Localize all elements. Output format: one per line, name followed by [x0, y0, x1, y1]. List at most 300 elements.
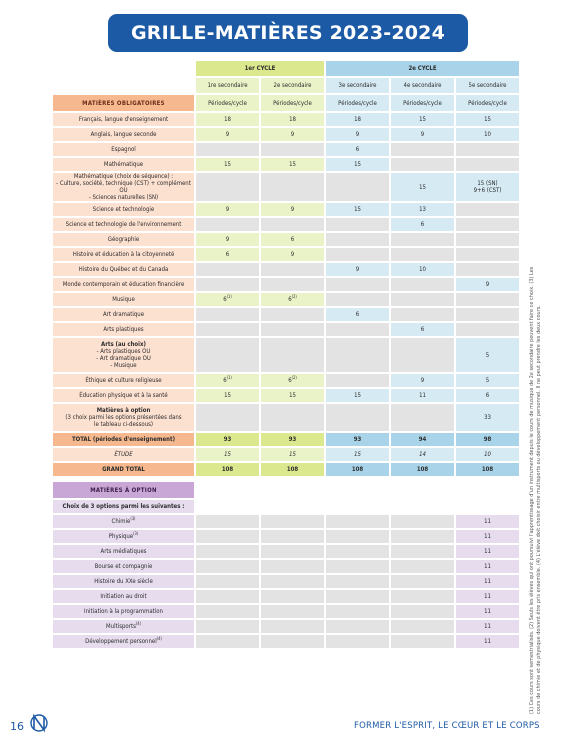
- period-cell: [261, 404, 324, 431]
- subject-detail: - Sciences naturelles (SN): [88, 194, 159, 201]
- period-cell: [196, 605, 259, 618]
- period-cell: [196, 323, 259, 336]
- period-value: 9: [225, 131, 230, 138]
- subject-detail: (3 choix parmi les options présentées dans: [65, 414, 182, 421]
- secondaire-row: [53, 78, 576, 93]
- period-cell: [456, 323, 519, 336]
- period-value: 18: [289, 116, 296, 123]
- period-cell: [261, 113, 324, 126]
- options-header-row: [53, 482, 576, 498]
- page-number: 16: [10, 720, 24, 733]
- period-value: 13: [419, 206, 426, 213]
- period-cell: [391, 293, 454, 306]
- grand_total-label: GRAND TOTAL: [53, 463, 194, 476]
- subject-name: Éducation physique et à la santé: [79, 392, 168, 399]
- option-period-value: 11: [456, 590, 519, 603]
- option-name: Initiation à la programmation: [84, 608, 163, 615]
- blank-cell: [326, 482, 389, 498]
- grand_total-value: 108: [391, 463, 454, 476]
- period-cell: [326, 113, 389, 126]
- subject-name: Arts (au choix): [101, 341, 146, 348]
- period-cell: [391, 590, 454, 603]
- period-value: 6: [225, 251, 230, 258]
- period-cell: [456, 113, 519, 126]
- footnotes-vertical: [529, 262, 547, 714]
- period-cell: [196, 293, 259, 306]
- blank-cell: [53, 78, 194, 93]
- period-cell: [261, 278, 324, 291]
- option-name: Bourse et compagnie: [94, 563, 153, 570]
- period-cell: [196, 545, 259, 558]
- period-cell: [391, 173, 454, 201]
- page-title: GRILLE-MATIÈRES 2023-2024: [130, 22, 446, 44]
- option-name: Chimie: [111, 518, 131, 525]
- period-cell: [326, 620, 389, 633]
- period-value: 9: [290, 251, 295, 258]
- period-cell: [326, 560, 389, 573]
- total-value: 93: [261, 433, 324, 446]
- period-cell: [196, 113, 259, 126]
- blank-cell: [391, 482, 454, 498]
- subject-name: Art dramatique: [102, 311, 145, 318]
- subject-row: [53, 173, 576, 201]
- period-cell: [261, 635, 324, 648]
- period-value: 9: [420, 131, 425, 138]
- period-cell: [261, 263, 324, 276]
- page-title-banner: [108, 14, 468, 52]
- period-cell: [261, 128, 324, 141]
- subject-row: [53, 338, 576, 372]
- period-cell: [326, 545, 389, 558]
- subject-label: [53, 233, 194, 246]
- period-cell: [391, 545, 454, 558]
- subject-name: Monde contemporain et éducation financière: [62, 281, 185, 288]
- subject-label: [53, 128, 194, 141]
- option-row: [53, 605, 576, 618]
- period-cell: [326, 278, 389, 291]
- period-cell: [326, 158, 389, 171]
- secondaire-header: 5e secondaire: [456, 78, 519, 93]
- period-cell: [196, 218, 259, 231]
- period-value: 33: [484, 414, 491, 421]
- option-label: [53, 605, 194, 618]
- period-cell: [326, 218, 389, 231]
- period-cell: [196, 560, 259, 573]
- option-period-value: 11: [456, 620, 519, 633]
- period-value: 15: [354, 392, 361, 399]
- total-value: 98: [456, 433, 519, 446]
- period-cell: [261, 605, 324, 618]
- footnote-ref: (4): [135, 621, 141, 626]
- subject-row: [53, 293, 576, 306]
- period-cell: [456, 263, 519, 276]
- total-value: 93: [326, 433, 389, 446]
- matieres-obligatoires-header: MATIÈRES OBLIGATOIRES: [53, 95, 194, 111]
- period-cell: [196, 635, 259, 648]
- periodes-cycle-header: Périodes/cycle: [326, 95, 389, 111]
- subject-row: [53, 308, 576, 321]
- period-cell: [391, 143, 454, 156]
- period-value: 15: [289, 392, 296, 399]
- period-cell: [261, 233, 324, 246]
- period-cell: [261, 203, 324, 216]
- etude-label: ÉTUDE: [53, 448, 194, 461]
- period-cell: [196, 308, 259, 321]
- option-label: [53, 530, 194, 543]
- period-cell: [326, 308, 389, 321]
- option-row: [53, 530, 576, 543]
- period-cell: [391, 374, 454, 387]
- cycle2-label: 2e CYCLE: [408, 65, 437, 72]
- period-value: 9: [225, 236, 230, 243]
- period-value: 15: [419, 183, 426, 191]
- period-cell: [456, 203, 519, 216]
- period-cell: [391, 515, 454, 528]
- blank-cell: [53, 61, 194, 76]
- option-row: [53, 635, 576, 648]
- period-cell: [456, 143, 519, 156]
- period-cell: [326, 530, 389, 543]
- period-value: 9: [420, 377, 425, 384]
- period-value: 6: [485, 392, 490, 399]
- option-row: [53, 575, 576, 588]
- period-cell: [196, 590, 259, 603]
- grand_total-row: [53, 463, 576, 476]
- option-label: [53, 560, 194, 573]
- cycle1-label: 1er CYCLE: [244, 65, 276, 72]
- period-cell: [326, 248, 389, 261]
- subject-detail: - Art dramatique OU: [96, 355, 151, 362]
- period-value: 6: [223, 377, 227, 384]
- period-value: 6: [355, 146, 360, 153]
- subject-name: Science et technologie de l'environnement: [65, 221, 182, 228]
- period-cell: [326, 515, 389, 528]
- period-cell: [326, 605, 389, 618]
- option-name: Multisports: [106, 623, 136, 630]
- subject-label: [53, 293, 194, 306]
- footnote-ref: (1): [226, 294, 232, 299]
- footnote-ref: (3): [130, 516, 136, 521]
- subject-name: Musique: [112, 296, 135, 303]
- footnote-ref: (2): [291, 294, 297, 299]
- period-cell: [456, 158, 519, 171]
- footer-motto: FORMER L'ESPRIT, LE CŒUR ET LE CORPS: [354, 721, 540, 731]
- subject-label: [53, 113, 194, 126]
- subject-label: [53, 218, 194, 231]
- period-cell: [196, 248, 259, 261]
- period-value: 6: [288, 377, 292, 384]
- period-value: 15: [354, 161, 361, 168]
- period-cell: [391, 530, 454, 543]
- footnote-ref: (3): [133, 531, 139, 536]
- secondaire-header: 2e secondaire: [261, 78, 324, 93]
- total-label: TOTAL (périodes d'enseignement): [53, 433, 194, 446]
- subject-name: Histoire du Québec et du Canada: [78, 266, 169, 273]
- period-cell: [391, 233, 454, 246]
- option-row: [53, 545, 576, 558]
- period-cell: [261, 374, 324, 387]
- subject-label: [53, 263, 194, 276]
- subjects-grid: [51, 59, 576, 650]
- period-cell: [261, 338, 324, 372]
- subject-row: [53, 143, 576, 156]
- grand_total-value: 108: [196, 463, 259, 476]
- subject-name: Espagnol: [111, 146, 136, 153]
- option-period-value: 11: [456, 530, 519, 543]
- period-cell: [391, 389, 454, 402]
- period-cell: [326, 389, 389, 402]
- subject-detail: - Musique: [110, 362, 137, 369]
- matieres-option-header: MATIÈRES À OPTION: [53, 482, 194, 498]
- period-cell: [391, 404, 454, 431]
- subject-row: [53, 263, 576, 276]
- footnote-ref: (2): [291, 375, 297, 380]
- period-value: 5: [485, 377, 490, 384]
- period-cell: [456, 173, 519, 201]
- period-cell: [391, 203, 454, 216]
- subject-row: [53, 128, 576, 141]
- subject-row: [53, 404, 576, 431]
- period-cell: [326, 143, 389, 156]
- period-cell: [456, 278, 519, 291]
- subject-name: Arts plastiques: [103, 326, 144, 333]
- period-cell: [261, 173, 324, 201]
- etude-value: 15: [261, 448, 324, 461]
- period-value: 15 (SN): [477, 180, 498, 187]
- period-cell: [196, 404, 259, 431]
- period-value: 6: [288, 296, 292, 303]
- period-cell: [196, 575, 259, 588]
- subject-row: [53, 233, 576, 246]
- period-cell: [261, 143, 324, 156]
- option-period-value: 11: [456, 575, 519, 588]
- period-cell: [391, 278, 454, 291]
- period-value: 6: [420, 221, 425, 228]
- option-period-value: 11: [456, 605, 519, 618]
- total-row: [53, 433, 576, 446]
- subject-label: [53, 158, 194, 171]
- period-value: 10: [484, 131, 491, 138]
- period-cell: [391, 113, 454, 126]
- period-cell: [261, 218, 324, 231]
- period-cell: [326, 575, 389, 588]
- blank-cell: [261, 482, 324, 498]
- period-cell: [391, 620, 454, 633]
- period-cell: [196, 374, 259, 387]
- option-label: [53, 635, 194, 648]
- period-cell: [326, 128, 389, 141]
- period-cell: [196, 203, 259, 216]
- total-value: 93: [196, 433, 259, 446]
- option-name: Physique: [108, 533, 134, 540]
- subject-label: [53, 278, 194, 291]
- period-cell: [196, 530, 259, 543]
- subject-label: [53, 323, 194, 336]
- period-value: 15: [224, 161, 231, 168]
- period-cell: [391, 308, 454, 321]
- cycle1-header: [196, 61, 324, 76]
- option-period-value: 11: [456, 635, 519, 648]
- period-cell: [196, 233, 259, 246]
- subject-row: [53, 113, 576, 126]
- period-cell: [456, 338, 519, 372]
- cycle-header-row: [53, 61, 576, 76]
- period-value: 9: [355, 131, 360, 138]
- periodes-cycle-header: Périodes/cycle: [391, 95, 454, 111]
- periodes-row: [53, 95, 576, 111]
- period-cell: [456, 308, 519, 321]
- option-label: [53, 545, 194, 558]
- option-period-value: 11: [456, 560, 519, 573]
- period-cell: [456, 128, 519, 141]
- etude-value: 14: [391, 448, 454, 461]
- option-name: Développement personnel: [85, 638, 157, 645]
- subject-label: [53, 338, 194, 372]
- period-cell: [196, 128, 259, 141]
- period-cell: [196, 620, 259, 633]
- period-cell: [196, 263, 259, 276]
- subject-name: Géographie: [107, 236, 140, 243]
- option-name: Histoire du XXe siècle: [94, 578, 153, 585]
- period-value: 15: [484, 116, 491, 123]
- period-cell: [391, 218, 454, 231]
- subject-name: Histoire et éducation à la citoyenneté: [72, 251, 175, 258]
- period-cell: [391, 248, 454, 261]
- subject-label: [53, 173, 194, 201]
- total-value: 94: [391, 433, 454, 446]
- subject-detail: le tableau ci-dessous): [93, 421, 154, 428]
- period-cell: [196, 338, 259, 372]
- option-label: [53, 515, 194, 528]
- subject-label: [53, 143, 194, 156]
- footnotes-text: (1) Ces cours sont semestrialisés. (2) Seuls les élèves qui ont poursuivi l'apprentissage d'un instrument depuis le cours de musique de 2e secondaire peuvent faire ce choix. (3) Les cours de chimie et de physique doivent être pris ensemble. (4) L'élève doit choisir entre multisports ou développement personnel. Il ne peut prendre les deux cours.: [529, 266, 542, 714]
- period-cell: [391, 323, 454, 336]
- option-label: [53, 620, 194, 633]
- period-cell: [456, 218, 519, 231]
- secondaire-header: 4e secondaire: [391, 78, 454, 93]
- etude-row: [53, 448, 576, 461]
- subject-detail: - Culture, société, technique (CST) + complément OU: [56, 180, 191, 194]
- subject-row: [53, 248, 576, 261]
- school-logo-icon: [28, 711, 50, 735]
- period-cell: [391, 263, 454, 276]
- blank-cell: [53, 478, 519, 480]
- period-cell: [391, 560, 454, 573]
- period-cell: [391, 605, 454, 618]
- subject-row: [53, 203, 576, 216]
- periodes-cycle-header: Périodes/cycle: [196, 95, 259, 111]
- period-value: 6: [355, 311, 360, 318]
- option-row: [53, 620, 576, 633]
- subject-name: Français, langue d'enseignement: [78, 116, 169, 123]
- period-cell: [456, 293, 519, 306]
- period-value: 10: [419, 266, 426, 273]
- subject-label: [53, 248, 194, 261]
- subject-row: [53, 389, 576, 402]
- blank-cell: [326, 500, 389, 513]
- period-cell: [456, 389, 519, 402]
- subject-name: Science et technologie: [92, 206, 155, 213]
- period-value: 9: [225, 206, 230, 213]
- period-cell: [391, 338, 454, 372]
- subject-row: [53, 278, 576, 291]
- option-period-value: 11: [456, 545, 519, 558]
- cycle2-header: [326, 61, 519, 76]
- period-cell: [326, 293, 389, 306]
- period-cell: [391, 158, 454, 171]
- etude-value: 15: [196, 448, 259, 461]
- etude-value: 15: [326, 448, 389, 461]
- secondaire-header: 3e secondaire: [326, 78, 389, 93]
- period-cell: [261, 323, 324, 336]
- period-value: 15: [289, 161, 296, 168]
- subject-row: [53, 158, 576, 171]
- secondaire-header: 1re secondaire: [196, 78, 259, 93]
- period-value: 11: [419, 392, 426, 399]
- option-row: [53, 560, 576, 573]
- period-value: 15: [354, 206, 361, 213]
- subject-row: [53, 374, 576, 387]
- period-cell: [456, 374, 519, 387]
- period-cell: [196, 143, 259, 156]
- period-value: 6: [290, 236, 295, 243]
- period-cell: [326, 203, 389, 216]
- blank-cell: [196, 482, 259, 498]
- period-cell: [326, 404, 389, 431]
- period-cell: [326, 590, 389, 603]
- blank-cell: [456, 500, 519, 513]
- subject-name: Éthique et culture religieuse: [85, 377, 162, 384]
- period-cell: [391, 635, 454, 648]
- period-value: 9: [290, 131, 295, 138]
- periodes-cycle-header: Périodes/cycle: [261, 95, 324, 111]
- period-cell: [326, 338, 389, 372]
- option-name: Initiation au droit: [100, 593, 147, 600]
- period-cell: [261, 545, 324, 558]
- periodes-cycle-header: Périodes/cycle: [456, 95, 519, 111]
- footnote-ref: (1): [226, 375, 232, 380]
- subject-label: [53, 404, 194, 431]
- subject-label: [53, 389, 194, 402]
- subject-name: Anglais, langue seconde: [90, 131, 157, 138]
- period-cell: [261, 248, 324, 261]
- period-value: 18: [354, 116, 361, 123]
- period-value: 9: [290, 206, 295, 213]
- period-cell: [261, 575, 324, 588]
- spacer-row: [53, 478, 576, 480]
- period-value: 6: [223, 296, 227, 303]
- period-cell: [456, 233, 519, 246]
- period-cell: [261, 158, 324, 171]
- period-cell: [261, 620, 324, 633]
- period-value: 9: [485, 281, 490, 288]
- option-period-value: 11: [456, 515, 519, 528]
- period-cell: [196, 515, 259, 528]
- period-cell: [326, 323, 389, 336]
- period-cell: [326, 173, 389, 201]
- grand_total-value: 108: [261, 463, 324, 476]
- options-choice-row: [53, 500, 576, 513]
- blank-cell: [456, 482, 519, 498]
- period-value: 18: [224, 116, 231, 123]
- period-cell: [456, 404, 519, 431]
- option-label: [53, 590, 194, 603]
- subject-name: Mathématique (choix de séquence) :: [73, 173, 174, 180]
- period-cell: [391, 128, 454, 141]
- grand_total-value: 108: [326, 463, 389, 476]
- subject-label: [53, 203, 194, 216]
- period-cell: [196, 173, 259, 201]
